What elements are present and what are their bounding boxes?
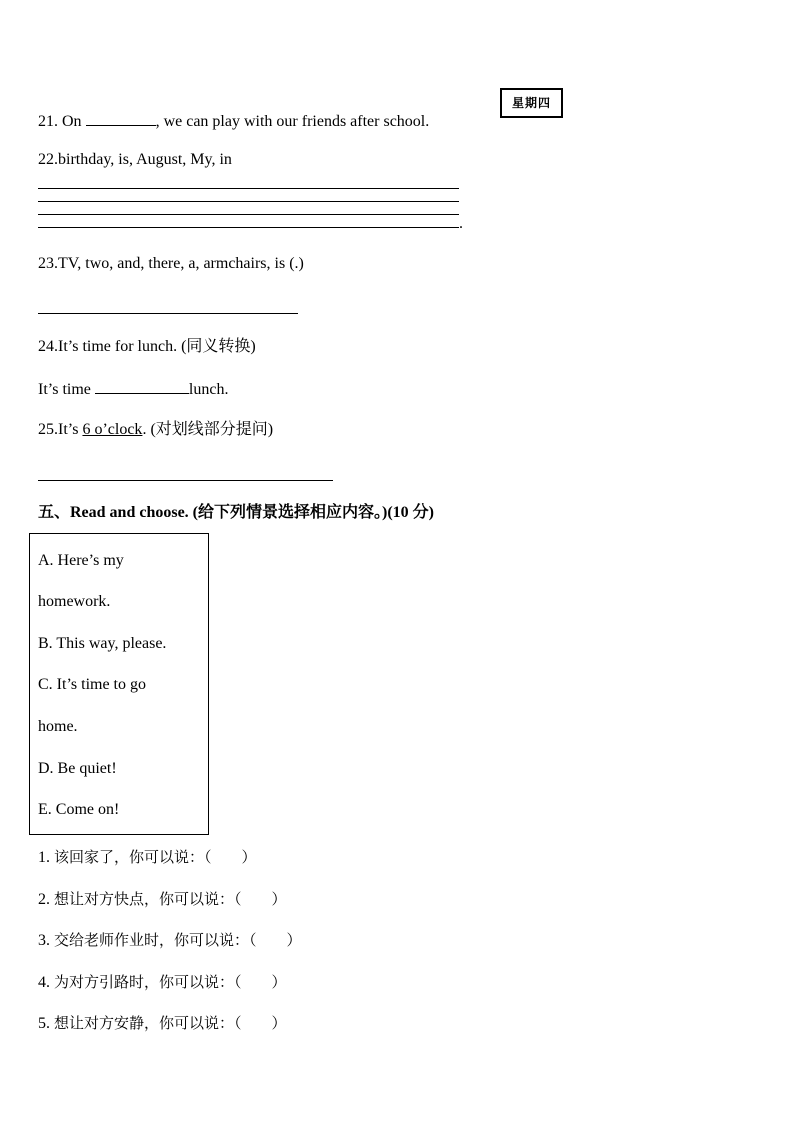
option-e: E. Come on! [38,801,120,818]
situation-5-num: 5. [38,1015,50,1032]
situation-4-num: 4. [38,974,50,991]
situation-2-text: 想让对方快点，你可以说：（ ） [54,890,287,908]
situation-4-text: 为对方引路时，你可以说：（ ） [54,973,287,991]
question-25-underlined: 6 o’clock [82,421,143,438]
option-d: D. Be quiet! [38,760,117,777]
option-c-line-1: C. It’s time to go [38,676,146,693]
situation-1-text: 该回家了，你可以说：（ ） [54,848,257,866]
situation-2-num: 2. [38,891,50,908]
situation-5-text: 想让对方安静，你可以说：（ ） [54,1014,287,1032]
situation-5 [38,1013,287,1034]
answer-line-23[interactable] [38,313,298,314]
situation-1 [38,847,257,868]
situation-3 [38,930,302,951]
situation-3-num: 3. [38,932,50,949]
answer-line-22-4[interactable] [38,227,459,228]
weekday-badge: 星期四 [500,88,563,118]
question-24-answer-after: lunch. [188,381,229,398]
question-24-answer [38,378,228,400]
answer-line-22-2[interactable] [38,201,459,202]
situation-1-num: 1. [38,849,50,866]
option-a-line-2: homework. [38,593,111,610]
answer-line-25[interactable] [38,480,333,481]
question-25-prompt [38,420,273,440]
situation-3-text: 交给老师作业时，你可以说：（ ） [54,931,302,949]
option-a-line-1: A. Here’s my [38,552,124,569]
question-24-blank[interactable] [95,378,189,394]
answer-line-22-1[interactable] [38,188,459,189]
question-22-prompt: 22.birthday, is, August, My, in [38,151,232,168]
question-25-suffix: . (对划线部分提问) [142,421,274,438]
question-24-prompt: 24.It’s time for lunch. (同义转换) [38,338,256,355]
situation-2 [38,889,287,910]
answer-line-22-3[interactable] [38,214,459,215]
question-23-prompt: 23.TV, two, and, there, a, armchairs, is (.) [38,255,304,272]
question-21-before: . On [54,113,82,130]
situation-4 [38,972,287,993]
section-5-title: 五、Read and choose. (给下列情景选择相应内容。)(10 分) [38,504,434,521]
question-21-blank[interactable] [86,110,156,126]
question-21 [38,110,429,132]
question-24-answer-before: It’s time [38,381,91,398]
option-c-line-2: home. [38,718,78,735]
option-b: B. This way, please. [38,635,167,652]
question-21-after: , we can play with our friends after school. [155,113,430,130]
question-22-end-mark: . [459,215,463,232]
question-21-number: 21 [38,113,54,130]
question-25-prefix: 25.It’s [38,421,83,438]
